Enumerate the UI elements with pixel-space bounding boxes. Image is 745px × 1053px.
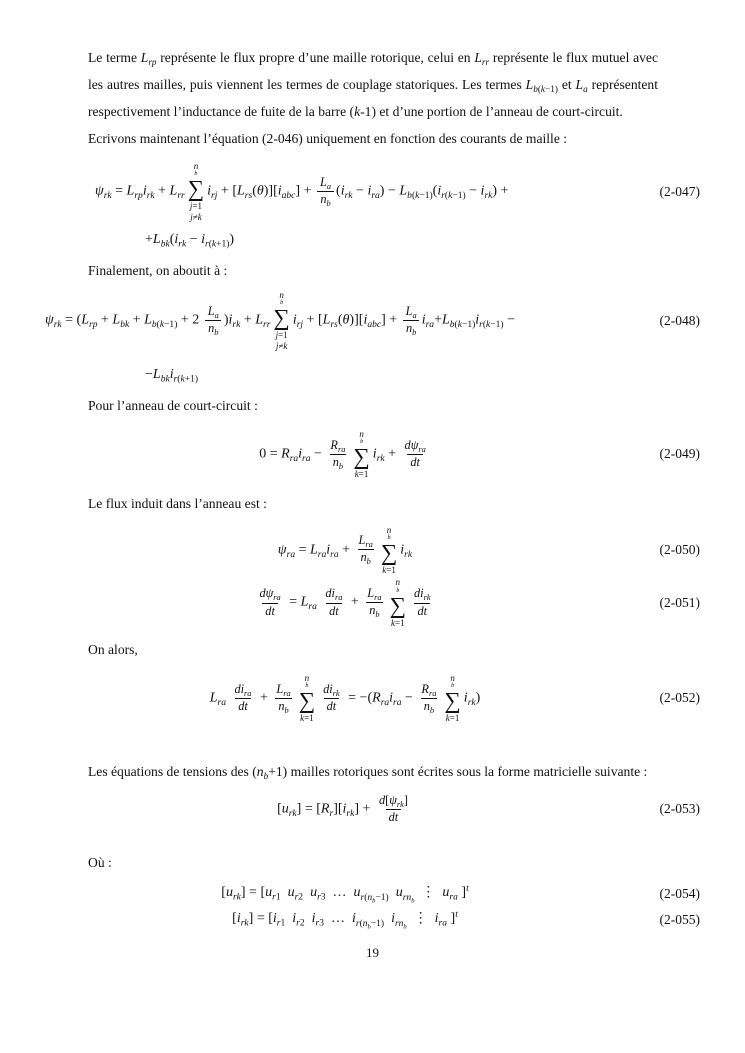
line-ou: Où : bbox=[88, 855, 112, 871]
line-flux-induit: Le flux induit dans l’anneau est : bbox=[88, 495, 267, 511]
line-on-alors: On alors, bbox=[88, 641, 138, 657]
equation-2-055-body: $[i_{rk}] = [i_{r1}$ $i_{r2}$ $i_{r3}$ … $i_{r(n_b-1)}$ $i_{rn_b}$ ⋮ $i_{ra}$ ]$^t$ bbox=[232, 910, 458, 930]
line-finalement: Finalement, on aboutit à : bbox=[88, 263, 228, 278]
line-ecrivons: Ecrivons maintenant l’équation (2-046) uniquement en fonction des courants de maille : bbox=[88, 131, 568, 146]
page-number: 19 bbox=[366, 945, 379, 961]
line-anneau-court-circuit: Pour l’anneau de court-circuit : bbox=[88, 398, 258, 413]
paragraph-flux-description: Le terme $L_{rp}$ représente le flux propre d’une maille rotorique, celui en $L_{rr}$ représente le flux mutuel avec les autres mailles, puis viennent les termes de couplage statoriques. Les termes $L_{b(k-1)}$ et $L_a$ représentent respectivement l’inductance de fuite de la barre (k-1) et d’une portion de l’anneau de court-circuit. bbox=[88, 50, 659, 119]
equation-tag-2-048: (2-048) bbox=[659, 312, 700, 328]
equation-2-053 bbox=[45, 793, 700, 826]
equation-2-049-body: $0 = R_{ra}i_{ra}$ − $R_{ra}$ $n_b$ n b ∑ k=1 $i_{rk}$ + $d\psi_{ra}$ dt bbox=[259, 429, 426, 480]
equation-2-052 bbox=[45, 673, 700, 724]
equation-tag-2-055: (2-055) bbox=[659, 912, 700, 928]
equation-tag-2-053: (2-053) bbox=[659, 800, 700, 816]
equation-2-052-body: $L_{ra}$ $di_{ra}$ dt + $L_{ra}$ $n_b$ n b ∑ k=1 $di_{rk}$ dt = $-(R_{ra}i_{ra}$ − $R_{ra}$ $n_b$ n b ∑ k=1 $i_{rk}$) bbox=[209, 672, 481, 724]
equation-2-047-line2: $+L_{bk}(i_{rk} - i_{r(k+1)})$ bbox=[145, 232, 235, 250]
equation-2-047-line1: $\psi_{rk} = L_{rp}i_{rk} + L_{rr}$ n b ∑ j=1 j≠k $i_{rj} + [L_{rs}(\theta)][i_{abc}]$ + $\frac{L_a}{n_b}$ $(i_{rk} - i_{ra}) - L_{b(k-1)}(i_{r(k-1)} - i_{rk})$ + bbox=[95, 161, 509, 222]
equation-tag-2-050: (2-050) bbox=[659, 541, 700, 557]
equation-tag-2-052: (2-052) bbox=[659, 690, 700, 706]
equation-2-048-line1: $\psi_{rk} = (L_{rp} + L_{bk} + L_{b(k-1)} + 2$ $\frac{L_a}{n_b}$ )$i_{rk} + L_{rr}$ n b ∑ j=1 j≠k $i_{rj} + [L_{rs}(\theta)][i_{abc}]$ + $\frac{L_a}{n_b}$ $i_{ra}+L_{b(k-1)}i_{r(k-1)}$ − bbox=[45, 290, 515, 351]
equation-2-047 bbox=[45, 161, 700, 253]
equation-tag-2-049: (2-049) bbox=[659, 446, 700, 462]
equation-2-051 bbox=[45, 577, 700, 628]
equation-tag-2-054: (2-054) bbox=[659, 886, 700, 902]
equation-2-054-body: $[u_{rk}] = [u_{r1}$ $u_{r2}$ $u_{r3}$ … $u_{r(n_b-1)}$ $u_{rn_b}$ ⋮ $u_{ra}$ ]$^t$ bbox=[221, 884, 469, 904]
equation-2-049 bbox=[45, 429, 700, 480]
equation-2-055 bbox=[45, 910, 700, 930]
equation-tag-2-047: (2-047) bbox=[659, 183, 700, 199]
equation-2-053-body: $[u_{rk}] = [R_r][i_{rk}]$ + $d[\psi_{rk}]$ dt bbox=[277, 792, 408, 824]
equation-2-054 bbox=[45, 884, 700, 904]
paragraph-tensions-matricielle: Les équations de tensions des $(n_b+1)$ mailles rotoriques sont écrites sous la forme matricielle suivante : bbox=[88, 763, 648, 781]
equation-2-051-body: $d\psi_{ra}$ dt = $L_{ra}$ $di_{ra}$ dt + $L_{ra}$ $n_b$ n b ∑ k=1 $di_{rk}$ dt bbox=[259, 577, 431, 628]
equation-2-050 bbox=[45, 525, 700, 576]
equation-2-048 bbox=[45, 290, 700, 388]
equation-tag-2-051: (2-051) bbox=[659, 594, 700, 610]
equation-2-050-body: $\psi_{ra} = L_{ra}i_{ra}$ + $L_{ra}$ $n_b$ n b ∑ k=1 $i_{rk}$ bbox=[277, 524, 413, 575]
equation-2-048-line2: $-L_{bk}i_{r(k+1)}$ bbox=[145, 367, 198, 385]
